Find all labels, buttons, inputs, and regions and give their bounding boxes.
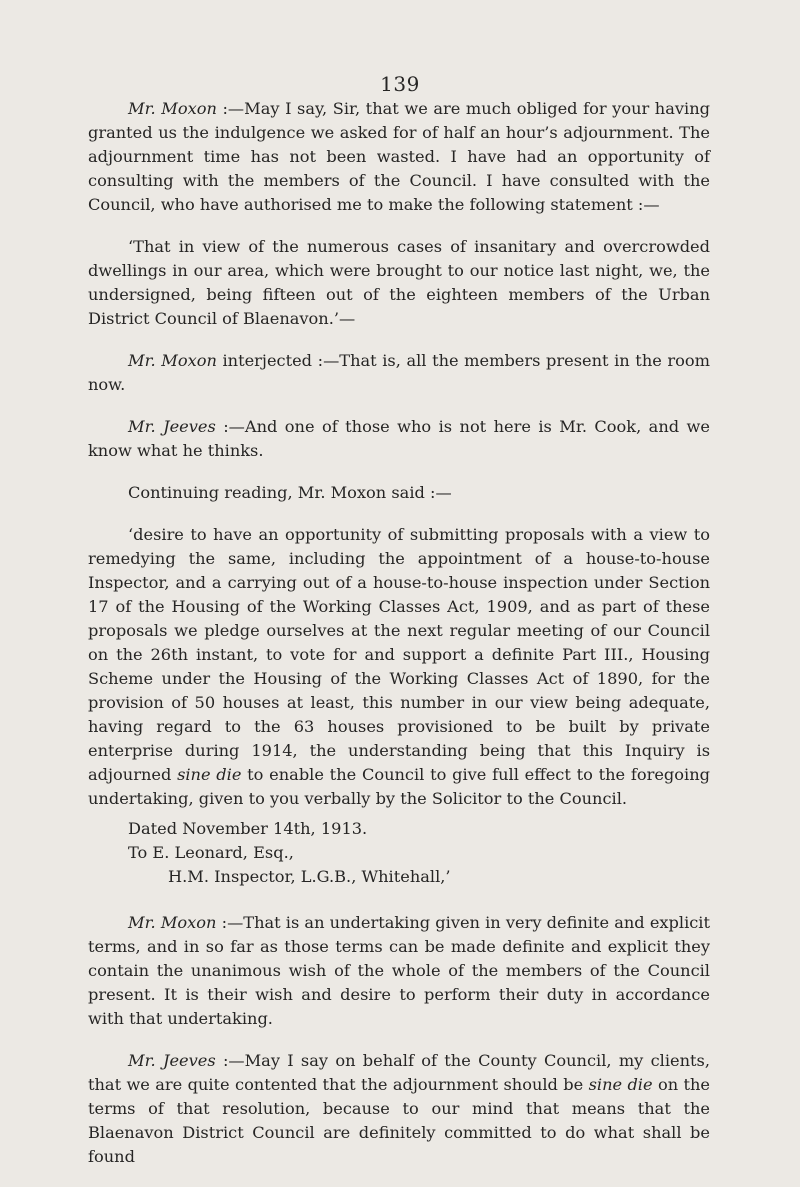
paragraph-text: May I say on behalf of the County Council, my clients, that we are quite contented that the adjournment should be sine die on the terms of that resolution, because to our mind that means that the Blaenavon District Council are definitely committed to do what shall be found	[88, 1051, 710, 1166]
paragraph-text: That is, all the members present in the room now.	[88, 351, 710, 394]
speaker-separator: :—	[216, 913, 244, 932]
quoted-statement-1: ‘That in view of the numerous cases of insanitary and overcrowded dwellings in our area, which were brought to our notice last night, we, the undersigned, being fifteen out of the eighteen members of the Urban District Council of Blaenavon.’—	[88, 237, 710, 328]
speaker-separator: :—	[215, 417, 245, 436]
signature-dated: Dated November 14th, 1913.	[128, 819, 368, 838]
paragraph-moxon-1	[88, 97, 710, 217]
paragraph-moxon-3	[88, 911, 710, 1031]
speaker-separator: interjected :—	[216, 351, 340, 370]
speaker-separator: :—	[216, 99, 245, 118]
speaker-name: Mr. Jeeves	[128, 1051, 216, 1070]
paragraph-continuing: Continuing reading, Mr. Moxon said :—	[128, 483, 452, 502]
speaker-name: Mr. Moxon	[128, 913, 217, 932]
signature-to: To E. Leonard, Esq.,	[128, 843, 294, 862]
speaker-name: Mr. Jeeves	[128, 417, 216, 436]
paragraph-text: May I say, Sir, that we are much obliged for your having granted us the indulgence we asked for of half an hour’s adjournment. The adjournment time has not been wasted. I have had an opportunity of consulting with the members of the Council. I have consulted with the Council, who have authorised me to make the following statement :—	[88, 99, 710, 214]
speaker-separator: :—	[215, 1051, 245, 1070]
paragraph-jeeves-2	[88, 1049, 710, 1169]
paragraph-moxon-2	[88, 349, 710, 397]
signature-block	[88, 817, 710, 889]
speaker-name: Mr. Moxon	[128, 99, 217, 118]
paragraph-jeeves-1	[88, 415, 710, 463]
quoted-statement-2: ‘desire to have an opportunity of submitting proposals with a view to remedying the same, including the appointment of a house-to-house Inspector, and a carrying out of a house-to-house inspection under Section 17 of the Housing of the Working Classes Act, 1909, and as part of these proposals we pledge ourselves at the next regular meeting of our Council on the 26th instant, to vote for and support a definite Part III., Housing Scheme under the Housing of the Working Classes Act of 1890, for the provision of 50 houses at least, this number in our view being adequate, having regard to the 63 houses provisioned to be built by private enterprise during 1914, the understanding being that this Inquiry is adjourned sine die to enable the Council to give full effect to the foregoing undertaking, given to you verbally by the Solicitor to the Council.	[88, 525, 710, 808]
paragraph-text: And one of those who is not here is Mr. Cook, and we know what he thinks.	[88, 417, 710, 460]
paragraph-text: That is an undertaking given in very definite and explicit terms, and in so far as those terms can be made definite and explicit they contain the unanimous wish of the whole of the members of the Council present. It is their wish and desire to perform their duty in accordance with that undertaking.	[88, 913, 710, 1028]
page-number: 139	[380, 72, 420, 96]
signature-title: H.M. Inspector, L.G.B., Whitehall,’	[168, 867, 451, 886]
speaker-name: Mr. Moxon	[128, 351, 217, 370]
document-body	[88, 97, 710, 1187]
